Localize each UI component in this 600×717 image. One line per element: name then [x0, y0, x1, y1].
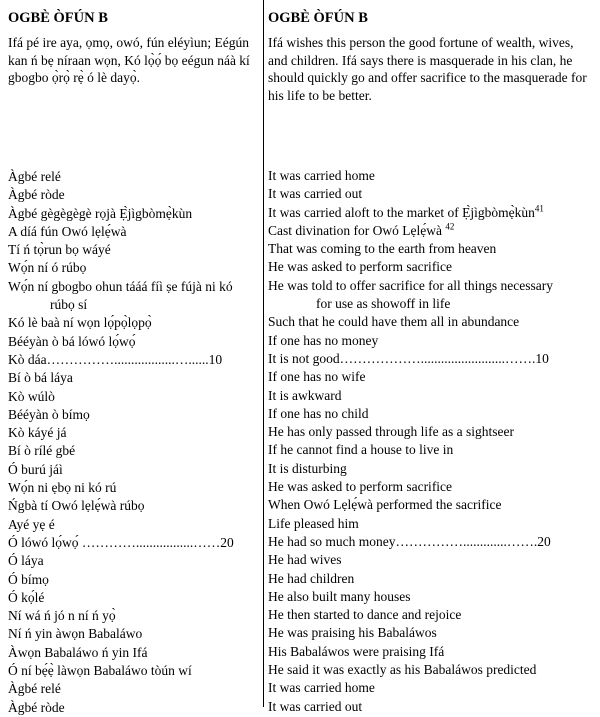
english-verse-line: [268, 661, 596, 679]
english-verse-line-text: When Owó Lẹlẹ́wà performed the sacrifice: [268, 497, 502, 513]
yoruba-verse-line: [8, 479, 259, 497]
english-verse-line-text: It was carried out: [268, 698, 363, 714]
yoruba-verse-line-text: Ó lówó lọ́wọ́ ………….................……20: [8, 534, 234, 550]
english-verse-line: [268, 185, 596, 203]
english-verse-line-text: His Babaláwos were praising Ifá: [268, 643, 445, 659]
english-verse-line: [268, 606, 596, 624]
english-verse-line-text: If one has no child: [268, 405, 369, 421]
english-verse-line: [268, 405, 596, 423]
yoruba-verse-line: [8, 205, 259, 223]
yoruba-column: [0, 0, 263, 715]
yoruba-verse-line: [8, 589, 259, 607]
footnote-marker: 42: [445, 221, 455, 232]
yoruba-verse-line: [8, 186, 259, 204]
yoruba-verse-line: [8, 662, 259, 680]
english-verse-line: [268, 387, 596, 405]
english-verse-line-text: He had children: [268, 570, 355, 586]
english-verse-line-text: It was carried home: [268, 168, 375, 183]
yoruba-verse-line-text: Àgbé relé: [8, 681, 61, 697]
english-verse-line-text: Cast divination for Owó Lẹlẹ́wà: [268, 222, 446, 238]
english-verse-line-text: He was asked to perform sacrifice: [268, 259, 453, 275]
yoruba-verse-line-text: Ńgbà tí Owó lẹlẹ́wà rúbọ: [8, 498, 145, 514]
yoruba-verse-line-text: Wọ́n ní gbogbo ohun tááá fíì ṣe fújà ni kó: [8, 278, 233, 294]
yoruba-verse-line: [8, 351, 259, 369]
yoruba-verse-line-text: Ayé yẹ é: [8, 516, 55, 532]
english-verse-line-text: It is not good……………….........................…….10: [268, 350, 549, 366]
yoruba-verse-line: [8, 552, 259, 570]
english-verse-line: [268, 533, 596, 551]
english-verse-line: [268, 423, 596, 441]
english-verse-line-text: It is disturbing: [268, 460, 347, 476]
english-verse-line-text: He said it was exactly as his Babaláwos predicted: [268, 662, 537, 678]
english-verse-line: [268, 570, 596, 588]
english-verse-line: [268, 332, 596, 350]
yoruba-verse-lines: [8, 168, 259, 717]
yoruba-verse-line-text: Bééyàn ò bímọ: [8, 406, 90, 422]
yoruba-verse-line: [8, 314, 259, 332]
yoruba-verse-line: [8, 369, 259, 387]
footnote-marker: 41: [534, 203, 544, 214]
yoruba-verse-line-text: Tí ń tọ̀run bọ wáyé: [8, 242, 111, 258]
yoruba-verse-line-text: Wọ́n ni ẹbọ ni kó rú: [8, 480, 117, 496]
yoruba-verse-line-text: Ó bímọ: [8, 571, 49, 587]
english-verse-line-text: He also built many houses: [268, 588, 411, 604]
yoruba-verse-line-text: Àgbé relé: [8, 169, 61, 184]
english-verse-line: [268, 460, 596, 478]
yoruba-verse-line: [8, 516, 259, 534]
yoruba-verse-line: [8, 534, 259, 552]
english-verse-line-text: That was coming to the earth from heaven: [268, 241, 497, 257]
english-verse-line-text: It was carried out: [268, 186, 363, 202]
english-verse-line-text: for use as showoff in life: [316, 296, 451, 312]
yoruba-verse-line: [8, 461, 259, 479]
english-verse-line-text: It was carried home: [268, 680, 375, 696]
yoruba-title: OGBÈ ÒFÚN B: [8, 10, 108, 26]
english-intro: Ifá wishes this person the good fortune of wealth, wives, and children. Ifá says there is masquerade in his clan, he should quickly go and offer sacrifice to the masquerade for his life to be better.: [268, 35, 587, 103]
yoruba-verse-line-text: rúbọ sí: [50, 297, 88, 313]
yoruba-verse-line: [8, 442, 259, 460]
yoruba-verse-line-text: Bí ò rílé gbé: [8, 443, 76, 459]
english-verse-line-text: He has only passed through life as a sightseer: [268, 424, 514, 440]
english-verse-line-text: Such that he could have them all in abundance: [268, 314, 520, 330]
yoruba-verse-line: [8, 699, 259, 717]
yoruba-verse-line-text: A díá fún Owó lẹlẹ́wà: [8, 223, 127, 239]
yoruba-verse-line-text: Ó kọ́lé: [8, 589, 45, 605]
english-verse-line: [268, 496, 596, 514]
yoruba-verse-line: [8, 333, 259, 351]
english-verse-line: [268, 167, 596, 185]
english-verse-line-text: It is awkward: [268, 387, 342, 403]
english-verse-line: [268, 313, 596, 331]
yoruba-verse-line-text: Bééyàn ò bá lówó lọ́wọ́: [8, 333, 136, 349]
english-verse-line: [268, 277, 596, 295]
english-verse-line-text: He had so much money…………….............…….20: [268, 533, 551, 549]
english-verse-line: [268, 478, 596, 496]
yoruba-verse-line-text: Kò wúlò: [8, 388, 55, 404]
yoruba-verse-line: [8, 424, 259, 442]
yoruba-verse-line-text: Kò dáa……………..................…......10: [8, 351, 223, 367]
yoruba-verse-line: [8, 241, 259, 259]
yoruba-verse-line-text: Ní wá ń jó n ní ń yọ̀: [8, 608, 116, 624]
yoruba-verse-line-text: Ó ní bẹ́ẹ̀ làwọn Babaláwo tòún wí: [8, 663, 192, 679]
english-verse-line: [268, 679, 596, 697]
yoruba-verse-line-text: Àgbé gègègègè rọjà Ẹ̀jìgbòmẹ̀kùn: [8, 205, 193, 221]
yoruba-verse-line-text: Ó láya: [8, 553, 44, 569]
english-title: OGBÈ ÒFÚN B: [268, 10, 368, 26]
yoruba-verse-line-text: Àwọn Babaláwo ń yin Ifá: [8, 644, 148, 660]
english-verse-line: [268, 258, 596, 276]
yoruba-verse-line: [8, 406, 259, 424]
yoruba-verse-line: [8, 259, 259, 277]
english-verse-line-text: If one has no money: [268, 332, 379, 348]
yoruba-verse-line-text: Àgbé ròde: [8, 699, 65, 715]
english-verse-line-text: If he cannot find a house to live in: [268, 442, 454, 458]
english-verse-line-text: Life pleased him: [268, 515, 359, 531]
yoruba-verse-line-text: Bí ò bá láya: [8, 370, 73, 386]
english-verse-line: [268, 643, 596, 661]
yoruba-verse-line: [8, 168, 259, 186]
english-verse-line: [268, 515, 596, 533]
yoruba-verse-line: [8, 278, 259, 296]
english-verse-line: [268, 295, 596, 313]
english-verse-line: [268, 588, 596, 606]
yoruba-verse-line: [8, 223, 259, 241]
english-verse-line: [268, 551, 596, 569]
english-verse-line-text: He had wives: [268, 552, 342, 568]
yoruba-verse-line: [8, 625, 259, 643]
english-verse-line-text: He then started to dance and rejoice: [268, 607, 462, 623]
yoruba-verse-line: [8, 497, 259, 515]
yoruba-verse-line: [8, 644, 259, 662]
english-verse-line-text: If one has no wife: [268, 369, 366, 385]
english-verse-line: [268, 204, 596, 222]
english-verse-line: [268, 441, 596, 459]
yoruba-verse-line: [8, 571, 259, 589]
english-verse-line: [268, 240, 596, 258]
yoruba-intro: Ifá pé ire aya, ọmọ, owó, fún eléyìun; Eégún kan ń bẹ níraan wọn, Kó lọ̀ọ́ bọ eégun náà kí gbogbo ọ̀rọ̀ rẹ̀ ó lè dayọ̀.: [8, 35, 250, 85]
english-verse-line: [268, 222, 596, 240]
yoruba-verse-line: [8, 680, 259, 698]
english-verse-line-text: He was told to offer sacrifice for all things necessary: [268, 277, 554, 293]
yoruba-verse-line-text: Ní ń yin àwọn Babaláwo: [8, 626, 143, 642]
english-verse-line-text: He was praising his Babaláwos: [268, 625, 437, 641]
yoruba-verse-line: [8, 607, 259, 625]
english-verse-lines: [268, 167, 596, 716]
english-verse-line-text: It was carried aloft to the market of Ẹ̀jìgbòmẹ̀kùn: [268, 204, 535, 220]
yoruba-verse-line: [8, 296, 259, 314]
yoruba-verse-line: [8, 388, 259, 406]
english-verse-line: [268, 350, 596, 368]
english-verse-line-text: He was asked to perform sacrifice: [268, 479, 453, 495]
yoruba-verse-line-text: Wọ́n ní ó rúbọ: [8, 260, 87, 276]
yoruba-verse-line-text: Kó lè baà ní wọn lọ́pọ̀lọpọ̀: [8, 315, 152, 331]
yoruba-verse-line-text: Kò káyé já: [8, 425, 67, 441]
english-column: [263, 0, 600, 714]
yoruba-verse-line-text: Ó burú jáì: [8, 461, 63, 477]
english-verse-line: [268, 624, 596, 642]
english-verse-line: [268, 368, 596, 386]
yoruba-verse-line-text: Àgbé ròde: [8, 187, 65, 203]
